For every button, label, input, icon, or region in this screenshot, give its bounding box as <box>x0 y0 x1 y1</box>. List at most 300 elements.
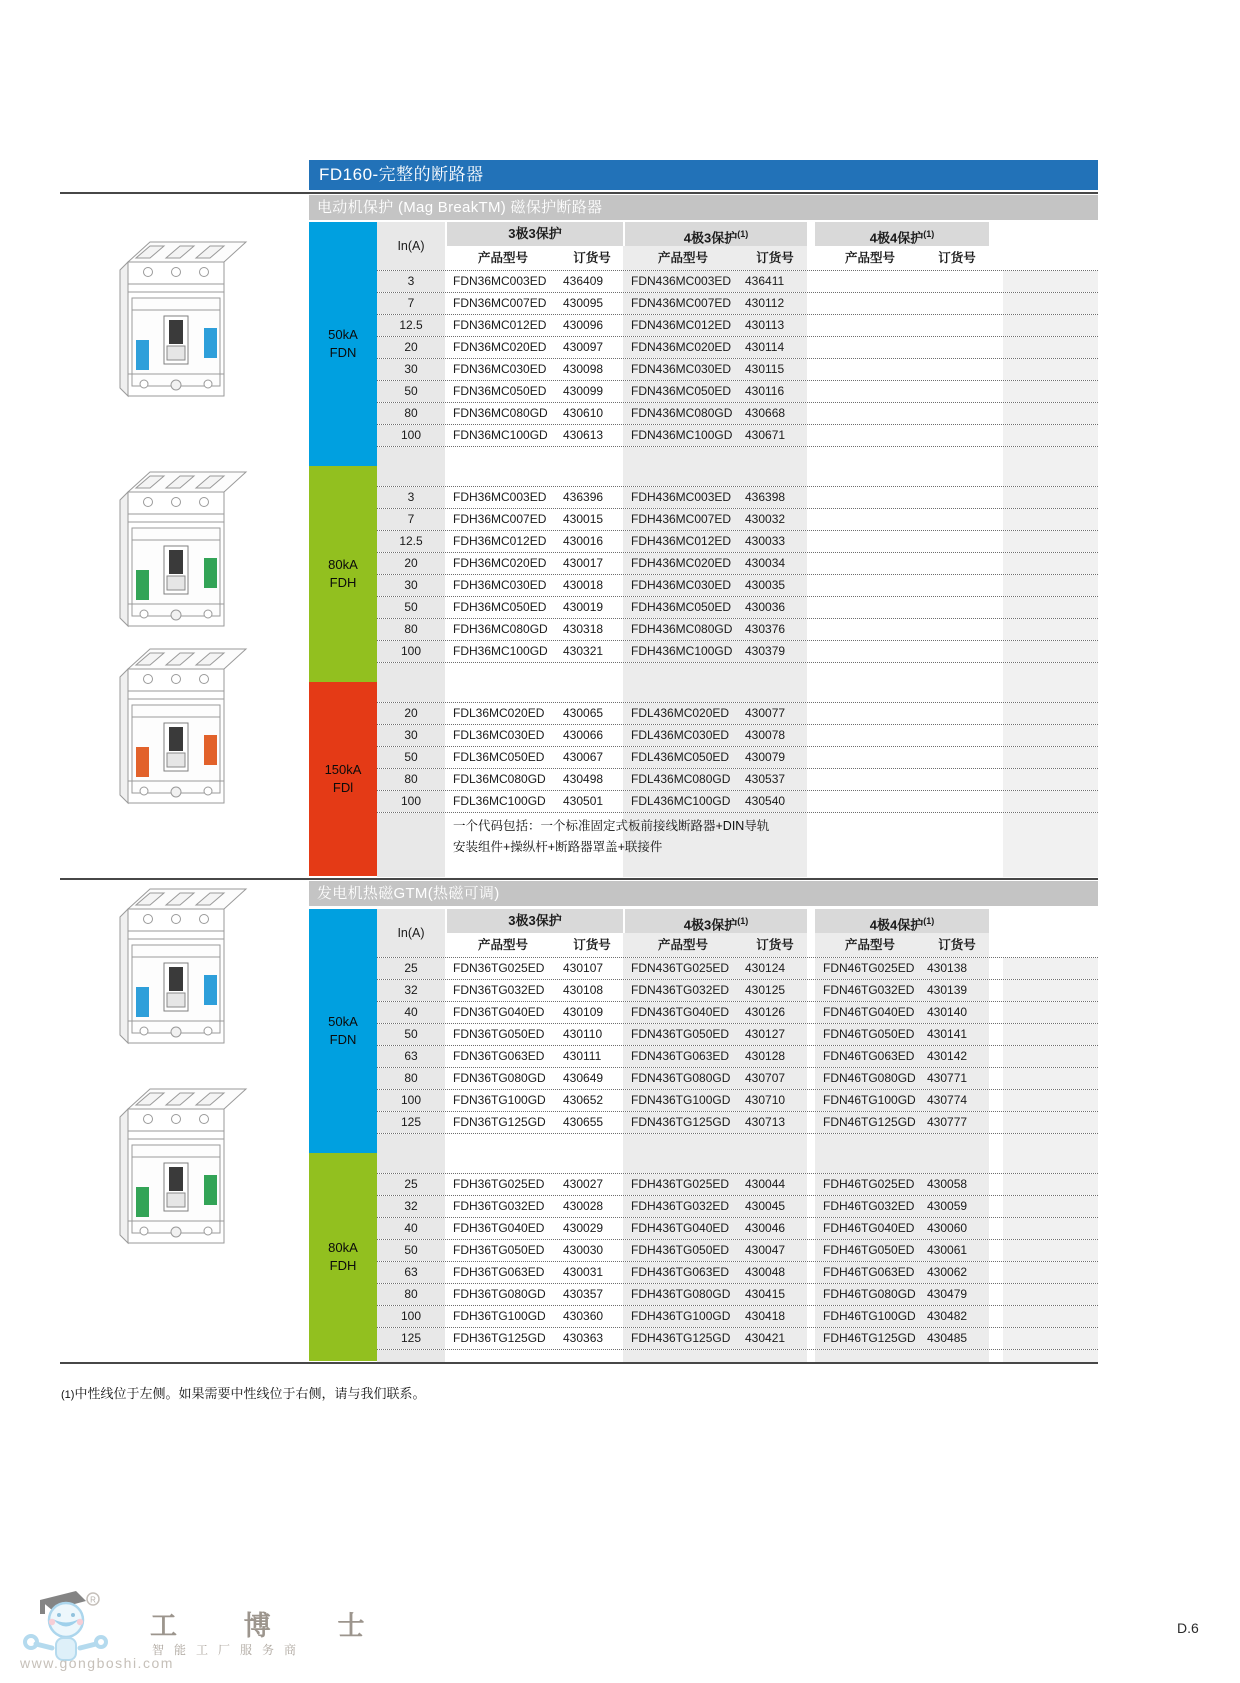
spacer <box>989 553 1003 574</box>
cell-order-4p4: 430771 <box>925 1068 989 1089</box>
spacer <box>989 1196 1003 1217</box>
cell-order-4p3: 430033 <box>743 531 807 552</box>
cell-in-a: 20 <box>377 703 445 724</box>
spacer <box>807 1024 815 1045</box>
table-row <box>377 619 1098 641</box>
col-group-3p3: 3极3保护 <box>445 222 623 246</box>
cell-order-4p3: 430128 <box>743 1046 807 1067</box>
cell-model-3p3: FDN36TG125GD <box>453 1115 546 1129</box>
cell-order-3p3: 430649 <box>563 1071 604 1085</box>
cell-model-4p3: FDH436MC080GD <box>623 619 743 640</box>
cell-model-3p3: FDL36MC020ED <box>453 706 545 720</box>
cell-in-a: 25 <box>377 958 445 979</box>
spacer <box>989 1218 1003 1239</box>
cell-order-4p3: 430036 <box>743 597 807 618</box>
rating-band-column <box>309 909 377 1361</box>
table-row <box>377 1284 1098 1306</box>
trail-cell <box>1003 425 1098 446</box>
cell-in-a: 63 <box>377 1262 445 1283</box>
cell-order-4p3: 430079 <box>743 747 807 768</box>
cell-order-4p3: 430540 <box>743 791 807 812</box>
cell-order-4p3: 430116 <box>743 381 807 402</box>
spacer <box>989 725 1003 746</box>
cell-model-4p3: FDH436TG025ED <box>623 1174 743 1195</box>
cell-model-3p3: FDH36MC007ED <box>453 512 547 526</box>
col-header-order: 订货号 <box>573 251 611 265</box>
cell-order-4p3: 430671 <box>743 425 807 446</box>
cell-model-4p3: FDN436TG050ED <box>623 1024 743 1045</box>
col-header-model: 产品型号 <box>477 938 528 952</box>
cell-model-4p3: FDH436TG063ED <box>623 1262 743 1283</box>
col-header-model: 产品型号 <box>844 251 895 265</box>
cell-order-3p3: 430099 <box>563 384 604 398</box>
table-row <box>377 1024 1098 1046</box>
cell-in-a: 32 <box>377 980 445 1001</box>
spacer <box>989 509 1003 530</box>
trail-cell <box>1003 725 1098 746</box>
cell-model-4p4 <box>815 791 925 812</box>
rating-band-50kA-FDN <box>309 909 377 1153</box>
cell-model-4p4 <box>815 487 925 508</box>
tail-row <box>377 1350 1098 1362</box>
cell-model-4p4 <box>815 813 925 861</box>
cell-order-4p3: 430047 <box>743 1240 807 1261</box>
cell-model-4p3: FDL436MC080GD <box>623 769 743 790</box>
mag-break-table <box>309 222 1098 877</box>
spacer <box>807 447 815 486</box>
cell-model-4p4: FDN46TG100GD <box>815 1090 925 1111</box>
cell-in-a: 80 <box>377 769 445 790</box>
cell-in-a: 80 <box>377 619 445 640</box>
rating-band-50kA-FDN <box>309 222 377 466</box>
cell-order-4p3: 436411 <box>743 271 807 292</box>
spacer <box>989 575 1003 596</box>
cell-model-4p4 <box>815 553 925 574</box>
cell-model-4p3: FDL436MC020ED <box>623 703 743 724</box>
cell-in-a: 63 <box>377 1046 445 1067</box>
trail-cell <box>1003 1306 1098 1327</box>
cell-order-3p3: 430066 <box>563 728 604 742</box>
cell-order-4p4: 430139 <box>925 980 989 1001</box>
cell-model-4p3: FDN436MC050ED <box>623 381 743 402</box>
spacer <box>989 381 1003 402</box>
table-row <box>377 575 1098 597</box>
table-row <box>377 531 1098 553</box>
divider-mid <box>60 878 1098 880</box>
rating-band-80kA-FDH <box>309 466 377 682</box>
spacer <box>807 980 815 1001</box>
cell-order-3p3: 430107 <box>563 961 604 975</box>
cell-model-4p4 <box>815 597 925 618</box>
cell-order-4p3: 430044 <box>743 1174 807 1195</box>
cell-order-3p3: 430031 <box>563 1265 604 1279</box>
cell-order-4p3: 430415 <box>743 1284 807 1305</box>
spacer <box>807 337 815 358</box>
trail-cell <box>1003 337 1098 358</box>
cell-model-4p4 <box>815 861 925 877</box>
trail-cell <box>1003 958 1098 979</box>
spacer <box>989 703 1003 724</box>
spacer <box>807 271 815 292</box>
cell-model-4p4: FDN46TG080GD <box>815 1068 925 1089</box>
cell-model-4p4 <box>815 663 925 702</box>
cell-model-3p3: FDL36MC030ED <box>453 728 545 742</box>
spacer <box>989 531 1003 552</box>
cell-in-a <box>377 1350 445 1362</box>
cell-order-3p3: 430065 <box>563 706 604 720</box>
cell-model-4p4 <box>815 641 925 662</box>
cell-order-4p4: 430777 <box>925 1112 989 1133</box>
cell-order-3p3: 430016 <box>563 534 604 548</box>
cell-order-3p3: 430610 <box>563 406 604 420</box>
trail-cell <box>1003 619 1098 640</box>
cell-order-4p3: 430034 <box>743 553 807 574</box>
cell-in-a: 80 <box>377 403 445 424</box>
cell-model-3p3: FDH36TG040ED <box>453 1221 545 1235</box>
cell-model-4p3: FDN436TG040ED <box>623 1002 743 1023</box>
rating-label: 80kA <box>328 557 358 572</box>
cell-model-4p4 <box>815 769 925 790</box>
cell-order-4p3 <box>743 447 807 486</box>
cell-in-a: 80 <box>377 1068 445 1089</box>
cell-model-4p4 <box>815 703 925 724</box>
footnote <box>61 1383 425 1402</box>
col-header-model: 产品型号 <box>815 933 925 957</box>
cell-in-a: 3 <box>377 487 445 508</box>
col-header-order: 订货号 <box>573 938 611 952</box>
breaker-image-fdh-gtm <box>98 1075 248 1247</box>
cell-in-a: 32 <box>377 1196 445 1217</box>
trail-cell <box>1003 861 1098 877</box>
trail-cell <box>1003 1196 1098 1217</box>
spacer <box>989 1284 1003 1305</box>
spacer <box>989 791 1003 812</box>
cell-order-3p3: 430027 <box>563 1177 604 1191</box>
cell-in-a <box>377 861 445 877</box>
cell-model-3p3: FDN36MC007ED <box>453 296 547 310</box>
trail-cell <box>1003 663 1098 702</box>
logo-name: 工 博 士 <box>150 1611 395 1641</box>
cell-model-4p3: FDH436MC007ED <box>623 509 743 530</box>
trail-cell <box>1003 597 1098 618</box>
cell-model-4p4: FDH46TG032ED <box>815 1196 925 1217</box>
cell-order-4p4: 430060 <box>925 1218 989 1239</box>
rating-band-80kA-FDH <box>309 1153 377 1361</box>
section-header-mag-break: 电动机保护 (Mag BreakTM) 磁保护断路器 <box>309 195 1098 220</box>
spacer <box>807 1218 815 1239</box>
cell-model-4p3: FDH436TG050ED <box>623 1240 743 1261</box>
cell-model-4p3: FDH436MC050ED <box>623 597 743 618</box>
trail-cell <box>1003 1284 1098 1305</box>
col-header-order: 订货号 <box>938 251 976 265</box>
table-row <box>377 487 1098 509</box>
cell-order-4p3: 430077 <box>743 703 807 724</box>
spacer <box>807 1090 815 1111</box>
trail-cell <box>1003 1112 1098 1133</box>
table-row <box>377 641 1098 663</box>
cell-model-4p4 <box>815 315 925 336</box>
table-row <box>377 791 1098 813</box>
cell-model-4p3: FDH436MC030ED <box>623 575 743 596</box>
cell-order-3p3: 430501 <box>563 794 604 808</box>
cell-model-3p3: FDN36TG063ED <box>453 1049 545 1063</box>
spacer <box>807 381 815 402</box>
trail-cell <box>1003 487 1098 508</box>
spacer <box>989 403 1003 424</box>
col-header-order: 订货号 <box>743 933 807 957</box>
cell-order-4p4 <box>925 293 989 314</box>
cell-order-4p3: 430115 <box>743 359 807 380</box>
cell-in-a: 40 <box>377 1218 445 1239</box>
spacer <box>989 359 1003 380</box>
table-row <box>377 1174 1098 1196</box>
cell-model-4p3: FDN436TG125GD <box>623 1112 743 1133</box>
cell-order-4p4: 430142 <box>925 1046 989 1067</box>
cell-model-4p4: FDN46TG050ED <box>815 1024 925 1045</box>
cell-model-4p3: FDN436MC100GD <box>623 425 743 446</box>
cell-order-4p4 <box>925 425 989 446</box>
cell-order-3p3: 430019 <box>563 600 604 614</box>
section-header-gtm: 发电机热磁GTM(热磁可调) <box>309 881 1098 906</box>
cell-model-4p3: FDH436TG080GD <box>623 1284 743 1305</box>
cell-order-4p4: 430062 <box>925 1262 989 1283</box>
spacer <box>989 1306 1003 1327</box>
cell-in-a: 50 <box>377 381 445 402</box>
cell-order-4p3: 430376 <box>743 619 807 640</box>
logo-tagline: 智能工厂服务商 <box>152 1643 307 1657</box>
svg-text:R: R <box>90 1595 96 1605</box>
cell-order-4p3: 430046 <box>743 1218 807 1239</box>
cell-in-a: 100 <box>377 1090 445 1111</box>
cell-model-3p3: FDH36MC050ED <box>453 600 547 614</box>
cell-order-4p4 <box>925 337 989 358</box>
cell-model-3p3: FDN36MC020ED <box>453 340 547 354</box>
cell-in-a: 12.5 <box>377 315 445 336</box>
cell-model-3p3: FDN36TG100GD <box>453 1093 546 1107</box>
cell-model-4p3: FDN436MC020ED <box>623 337 743 358</box>
table-row <box>377 271 1098 293</box>
rating-label: 50kA <box>328 327 358 342</box>
cell-model-4p4 <box>815 271 925 292</box>
table-row <box>377 1328 1098 1350</box>
cell-order-3p3: 430652 <box>563 1093 604 1107</box>
cell-order-3p3: 430018 <box>563 578 604 592</box>
cell-in-a: 50 <box>377 747 445 768</box>
spacer <box>989 1068 1003 1089</box>
cell-order-4p3: 430045 <box>743 1196 807 1217</box>
cell-model-4p4: FDN46TG032ED <box>815 980 925 1001</box>
rating-label: FDN <box>329 1032 357 1047</box>
page-number: D.6 <box>1177 1620 1199 1636</box>
cell-order-4p3: 430032 <box>743 509 807 530</box>
cell-model-4p3: FDN436TG032ED <box>623 980 743 1001</box>
cell-in-a: 80 <box>377 1284 445 1305</box>
cell-in-a: 40 <box>377 1002 445 1023</box>
cell-in-a: 50 <box>377 1024 445 1045</box>
cell-order-4p4 <box>925 315 989 336</box>
cell-order-4p4 <box>925 703 989 724</box>
included-items-note: 一个代码包括：一个标准固定式板前接线断路器+DIN导轨 安装组件+操纵杆+断路器罩盖+联接件 <box>453 819 770 854</box>
cell-model-4p4: FDH46TG125GD <box>815 1328 925 1349</box>
spacer <box>989 813 1003 861</box>
rating-label: FDN <box>329 345 357 360</box>
col-header-model: 产品型号 <box>623 933 743 957</box>
cell-model-4p4 <box>815 293 925 314</box>
cell-order-4p4: 430138 <box>925 958 989 979</box>
spacer <box>807 487 815 508</box>
cell-order-4p3: 430035 <box>743 575 807 596</box>
cell-model-4p4 <box>815 1134 925 1173</box>
spacer <box>989 1112 1003 1133</box>
cell-in-a: 7 <box>377 509 445 530</box>
spacer <box>989 487 1003 508</box>
cell-order-3p3: 430357 <box>563 1287 604 1301</box>
spacer <box>807 703 815 724</box>
cell-model-3p3 <box>445 1134 561 1173</box>
spacer <box>989 447 1003 486</box>
col-group-4p4: 4极4保护$^{(1)}$ <box>815 222 989 246</box>
cell-model-4p3: FDN436TG100GD <box>623 1090 743 1111</box>
cell-model-3p3: FDH36MC020ED <box>453 556 547 570</box>
cell-order-4p3: 430127 <box>743 1024 807 1045</box>
spacer <box>989 1024 1003 1045</box>
cell-in-a: 100 <box>377 425 445 446</box>
table-row <box>377 1196 1098 1218</box>
rating-label: FDH <box>329 1258 357 1273</box>
cell-model-4p4 <box>815 619 925 640</box>
cell-order-3p3: 430030 <box>563 1243 604 1257</box>
cell-model-4p3 <box>623 1134 743 1173</box>
cell-in-a: 125 <box>377 1328 445 1349</box>
table-row <box>377 980 1098 1002</box>
cell-order-3p3: 430028 <box>563 1199 604 1213</box>
table-row <box>377 381 1098 403</box>
spacer <box>989 747 1003 768</box>
col-header-in-a: In(A) <box>377 909 445 957</box>
trail-cell <box>1003 293 1098 314</box>
spacer <box>989 861 1003 877</box>
page-title: FD160-完整的断路器 <box>309 160 1098 190</box>
spacer <box>807 1002 815 1023</box>
table-row <box>377 958 1098 980</box>
cell-order-4p4: 430485 <box>925 1328 989 1349</box>
spacer <box>807 1046 815 1067</box>
col-group-4p4: 4极4保护$^{(1)}$ <box>815 909 989 933</box>
divider-top <box>60 192 1098 194</box>
gap-row <box>377 447 1098 487</box>
cell-order-3p3: 430109 <box>563 1005 604 1019</box>
spacer <box>807 791 815 812</box>
spacer <box>807 425 815 446</box>
table-row <box>377 1090 1098 1112</box>
cell-model-3p3 <box>445 447 561 486</box>
spacer <box>989 1328 1003 1349</box>
spacer <box>807 861 815 877</box>
cell-order-4p4 <box>925 641 989 662</box>
cell-order-4p4 <box>925 791 989 812</box>
cell-order-4p3: 430078 <box>743 725 807 746</box>
cell-order-4p4 <box>925 403 989 424</box>
spacer <box>989 271 1003 292</box>
cell-model-4p3: FDN436MC080GD <box>623 403 743 424</box>
cell-order-3p3: 430029 <box>563 1221 604 1235</box>
cell-in-a <box>377 663 445 702</box>
cell-model-3p3 <box>445 663 561 702</box>
spacer <box>989 1002 1003 1023</box>
trail-cell <box>1003 980 1098 1001</box>
spacer <box>807 619 815 640</box>
cell-order-3p3 <box>561 1134 623 1173</box>
cell-order-4p4 <box>925 861 989 877</box>
cell-order-3p3: 430360 <box>563 1309 604 1323</box>
cell-model-4p4 <box>815 747 925 768</box>
cell-model-3p3: FDN36TG040ED <box>453 1005 545 1019</box>
trail-cell <box>1003 381 1098 402</box>
trail-cell <box>1003 1068 1098 1089</box>
cell-model-3p3: FDN36MC030ED <box>453 362 547 376</box>
cell-order-4p4 <box>925 531 989 552</box>
col-group-3p3: 3极3保护 <box>445 909 623 933</box>
table-row <box>377 359 1098 381</box>
cell-order-3p3: 430613 <box>563 428 604 442</box>
cell-model-3p3: FDH36MC012ED <box>453 534 547 548</box>
cell-order-4p4 <box>925 1134 989 1173</box>
cell-model-4p4 <box>815 725 925 746</box>
table-row <box>377 1262 1098 1284</box>
spacer <box>807 1196 815 1217</box>
cell-model-4p3: FDL436MC100GD <box>623 791 743 812</box>
cell-model-4p3 <box>623 861 743 877</box>
cell-model-4p3: FDN436TG080GD <box>623 1068 743 1089</box>
trail-cell <box>1003 1218 1098 1239</box>
table-row <box>377 725 1098 747</box>
rating-band-column <box>309 222 377 876</box>
cell-order-3p3 <box>561 861 623 877</box>
trail-cell <box>1003 447 1098 486</box>
cell-model-4p4: FDH46TG025ED <box>815 1174 925 1195</box>
cell-in-a <box>377 447 445 486</box>
cell-order-3p3: 430110 <box>563 1027 603 1041</box>
cell-model-4p4 <box>815 1350 925 1362</box>
cell-order-3p3: 430363 <box>563 1331 604 1345</box>
table-row <box>377 1002 1098 1024</box>
cell-model-4p3 <box>623 447 743 486</box>
cell-order-4p3: 430418 <box>743 1306 807 1327</box>
table-row <box>377 769 1098 791</box>
footnote-marker: (1) <box>61 1389 75 1401</box>
table-row <box>377 1068 1098 1090</box>
rating-label: 150kA <box>324 762 362 777</box>
cell-order-3p3: 430015 <box>563 512 604 526</box>
trail-cell <box>1003 359 1098 380</box>
cell-order-3p3: 430067 <box>563 750 604 764</box>
trail-cell <box>1003 1046 1098 1067</box>
breaker-image-fdn-gtm <box>98 875 248 1047</box>
cell-model-3p3: FDL36MC050ED <box>453 750 545 764</box>
cell-model-3p3: FDH36TG025ED <box>453 1177 545 1191</box>
cell-order-4p3 <box>743 1350 807 1362</box>
cell-model-4p4 <box>815 337 925 358</box>
cell-order-4p4 <box>925 487 989 508</box>
cell-order-4p3: 430048 <box>743 1262 807 1283</box>
cell-in-a: 20 <box>377 553 445 574</box>
cell-model-4p3: FDN436MC003ED <box>623 271 743 292</box>
cell-model-4p4: FDH46TG100GD <box>815 1306 925 1327</box>
rating-label: FDH <box>329 575 357 590</box>
cell-model-4p3: FDH436MC020ED <box>623 553 743 574</box>
spacer <box>807 403 815 424</box>
cell-order-4p4 <box>925 509 989 530</box>
